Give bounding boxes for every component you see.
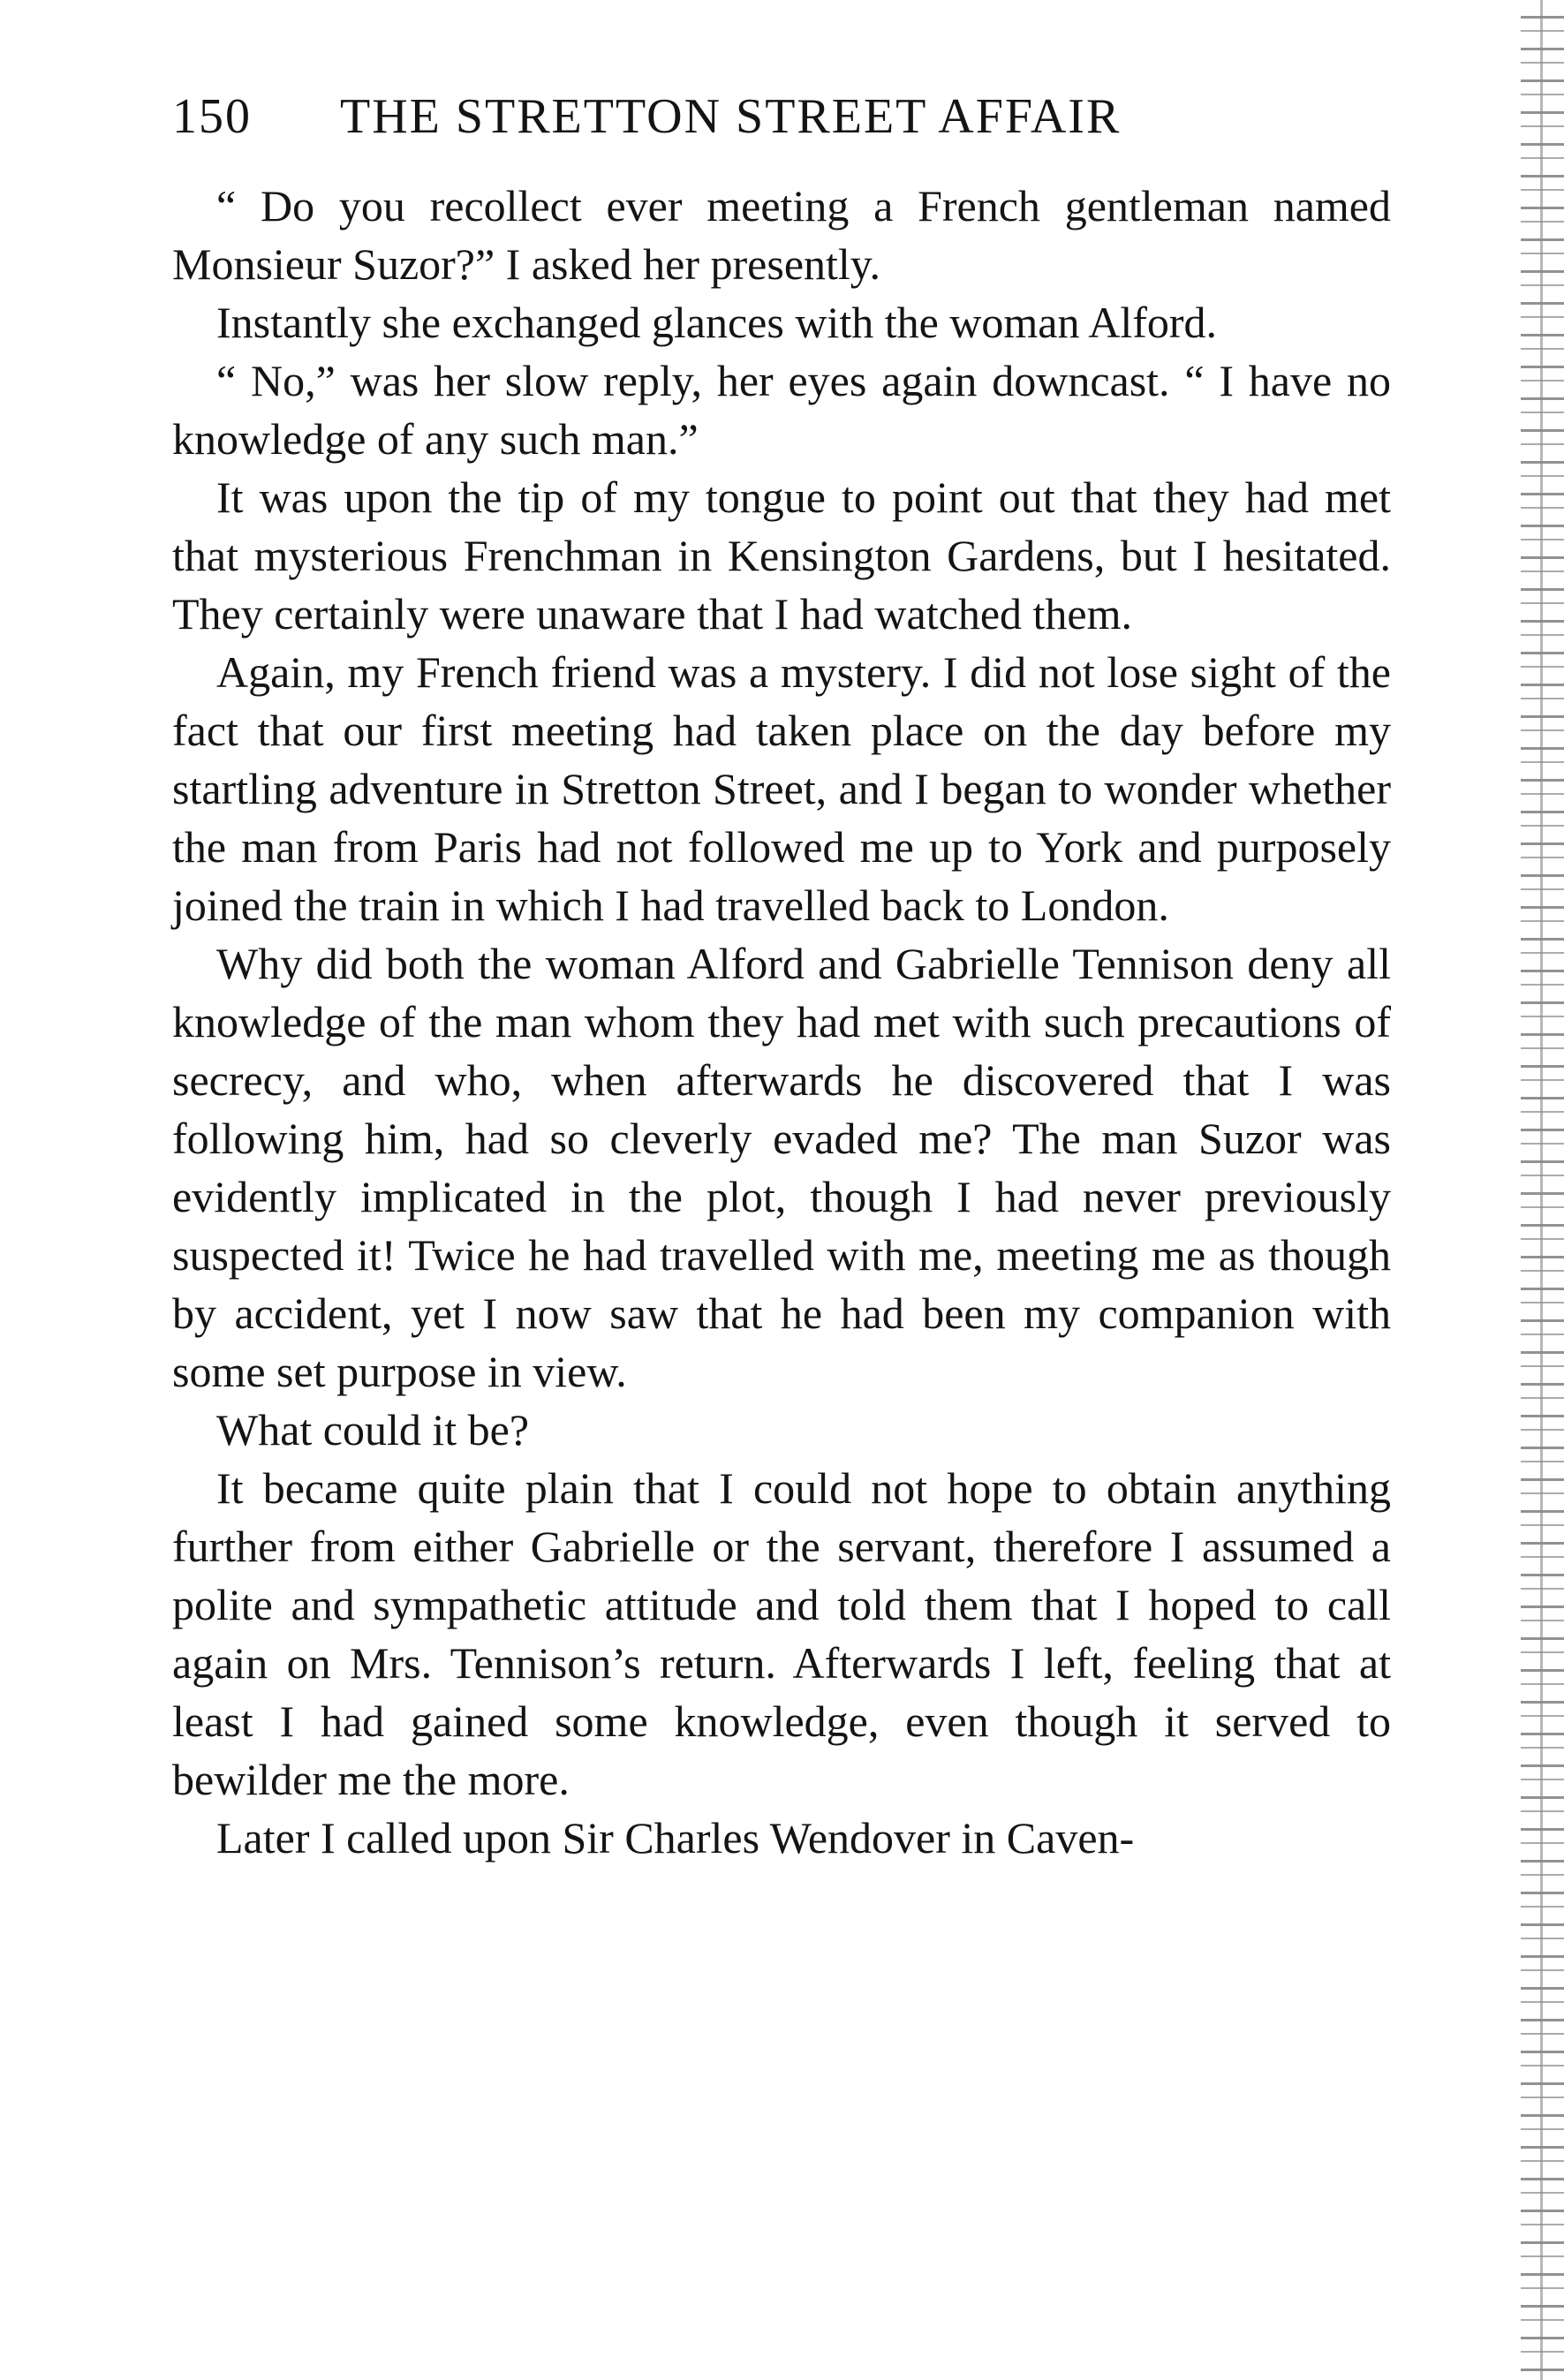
paragraph: It was upon the tip of my tongue to point out that they had met that mysterious Frenchman in Kensington Gardens, but I hesitated. They certainly were unaware that I had watched them. <box>172 472 1391 638</box>
body-text <box>172 177 1391 1867</box>
scanned-page-edge <box>1521 0 1564 2380</box>
paragraph: “ Do you recollect ever meeting a French gentleman named Monsieur Suzor?” I asked her presently. <box>172 181 1391 289</box>
running-title: THE STRETTON STREET AFFAIR <box>340 89 1122 144</box>
paragraph: Again, my French friend was a mystery. I did not lose sight of the fact that our first meeting had taken place on the day before my startling adventure in Stretton Street, and I began to wonder whether the man from Paris had not followed me up to York and purposely joined the train in which I had travelled back to London. <box>172 647 1391 930</box>
paragraph: What could it be? <box>216 1405 530 1454</box>
paragraph: It became quite plain that I could not hope to obtain anything further from either Gabrielle or the servant, therefore I assumed a polite and sympathetic attitude and told them that I hoped to call again on Mrs. Tennison’s return. Afterwards I left, feeling that at least I had gained some knowledge, even though it served to bewilder me the more. <box>172 1463 1391 1804</box>
paragraph: Instantly she exchanged glances with the woman Alford. <box>216 298 1218 347</box>
page-number: 150 <box>172 89 252 144</box>
paragraph: Later I called upon Sir Charles Wendover in Caven- <box>216 1813 1135 1862</box>
paragraph: Why did both the woman Alford and Gabrielle Tennison deny all knowledge of the man whom they had met with such precautions of secrecy, and who, when afterwards he discovered that I was following him, had so cleverly evaded me? The man Suzor was evidently implicated in the plot, though I had never previously suspected it! Twice he had travelled with me, meeting me as though by accident, yet I now saw that he had been my companion with some set purpose in view. <box>172 939 1391 1396</box>
paragraph: “ No,” was her slow reply, her eyes again downcast. “ I have no knowledge of any such man.” <box>172 356 1391 464</box>
page-header <box>172 81 1391 152</box>
